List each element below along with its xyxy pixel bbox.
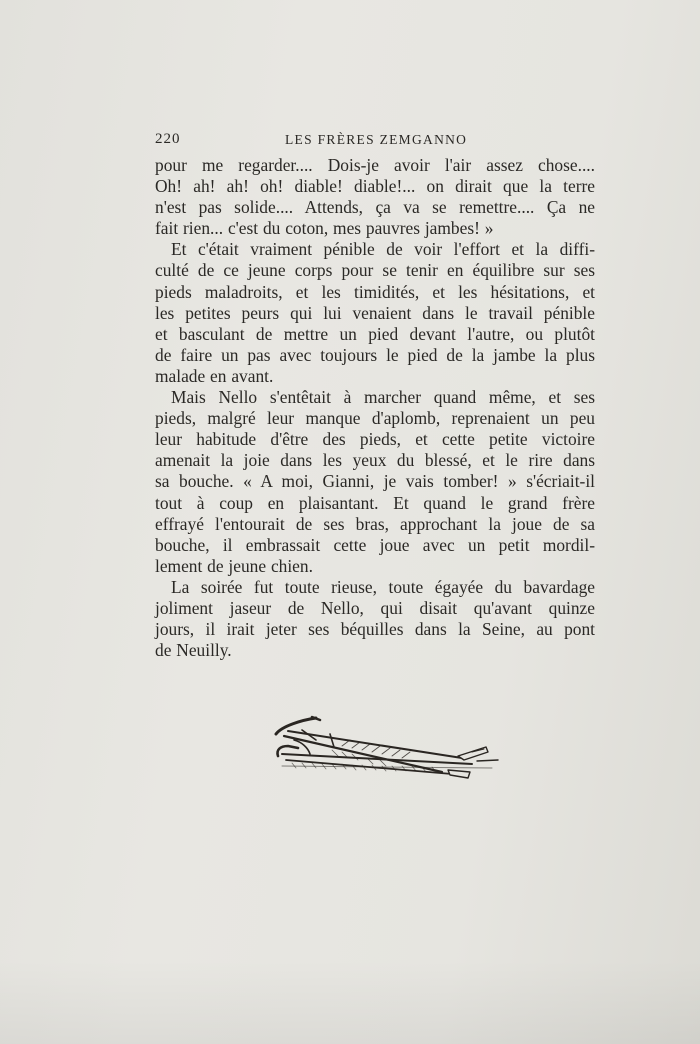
text-line: n'est pas solide.... Attends, ça va se remettre.... Ça ne xyxy=(155,197,595,218)
text-line: pieds maladroits, et les timidités, et les hésitations, et xyxy=(155,281,595,302)
text-line: de Neuilly. xyxy=(155,640,232,661)
crutches-ornament-icon xyxy=(272,714,504,780)
text-line: La soirée fut toute rieuse, toute égayée du bavardage xyxy=(171,576,595,597)
text-line: pieds, malgré leur manque d'aplomb, reprenaient un peu xyxy=(155,408,595,429)
text-line: Mais Nello s'entêtait à marcher quand même, et ses xyxy=(171,387,595,408)
text-line: pour me regarder.... Dois-je avoir l'air assez chose.... xyxy=(155,155,595,175)
text-line: effrayé l'entourait de ses bras, approchant la joue de sa xyxy=(155,513,595,534)
text-line: leur habitude d'être des pieds, et cette petite victoire xyxy=(155,429,595,450)
text-line: tout à coup en plaisantant. Et quand le grand frère xyxy=(155,492,595,513)
body-text xyxy=(155,155,595,661)
page-shadow xyxy=(0,960,700,1044)
text-line: et basculant de mettre un pied devant l'autre, ou plutôt xyxy=(155,323,595,344)
text-line: Et c'était vraiment pénible de voir l'effort et la diffi- xyxy=(171,239,595,260)
text-line: de faire un pas avec toujours le pied de la jambe la plus xyxy=(155,344,595,365)
text-line: fait rien... c'est du coton, mes pauvres jambes! » xyxy=(155,218,494,239)
text-line: culté de ce jeune corps pour se tenir en équilibre sur ses xyxy=(155,260,595,281)
paragraph xyxy=(155,239,595,387)
text-line: Oh! ah! ah! oh! diable! diable!... on dirait que la terre xyxy=(155,176,595,197)
running-head xyxy=(155,131,595,151)
text-line: sa bouche. « A moi, Gianni, je vais tomber! » s'écriait-il xyxy=(155,471,595,492)
page-number: 220 xyxy=(155,131,181,147)
paragraph xyxy=(155,577,595,661)
text-line: joliment jaseur de Nello, qui disait qu'avant quinze xyxy=(155,597,595,618)
paragraph xyxy=(155,155,595,239)
text-line: bouche, il embrassait cette joue avec un petit mordil- xyxy=(155,534,595,555)
book-title: LES FRÈRES ZEMGANNO xyxy=(285,132,468,147)
text-line: malade en avant. xyxy=(155,365,274,386)
paragraph xyxy=(155,387,595,577)
text-line: lement de jeune chien. xyxy=(155,555,313,576)
text-line: les petites peurs qui lui venaient dans le travail pénible xyxy=(155,302,595,323)
text-line: amenait la joie dans les yeux du blessé, et le rire dans xyxy=(155,450,595,471)
text-line: jours, il irait jeter ses béquilles dans la Seine, au pont xyxy=(155,619,595,640)
